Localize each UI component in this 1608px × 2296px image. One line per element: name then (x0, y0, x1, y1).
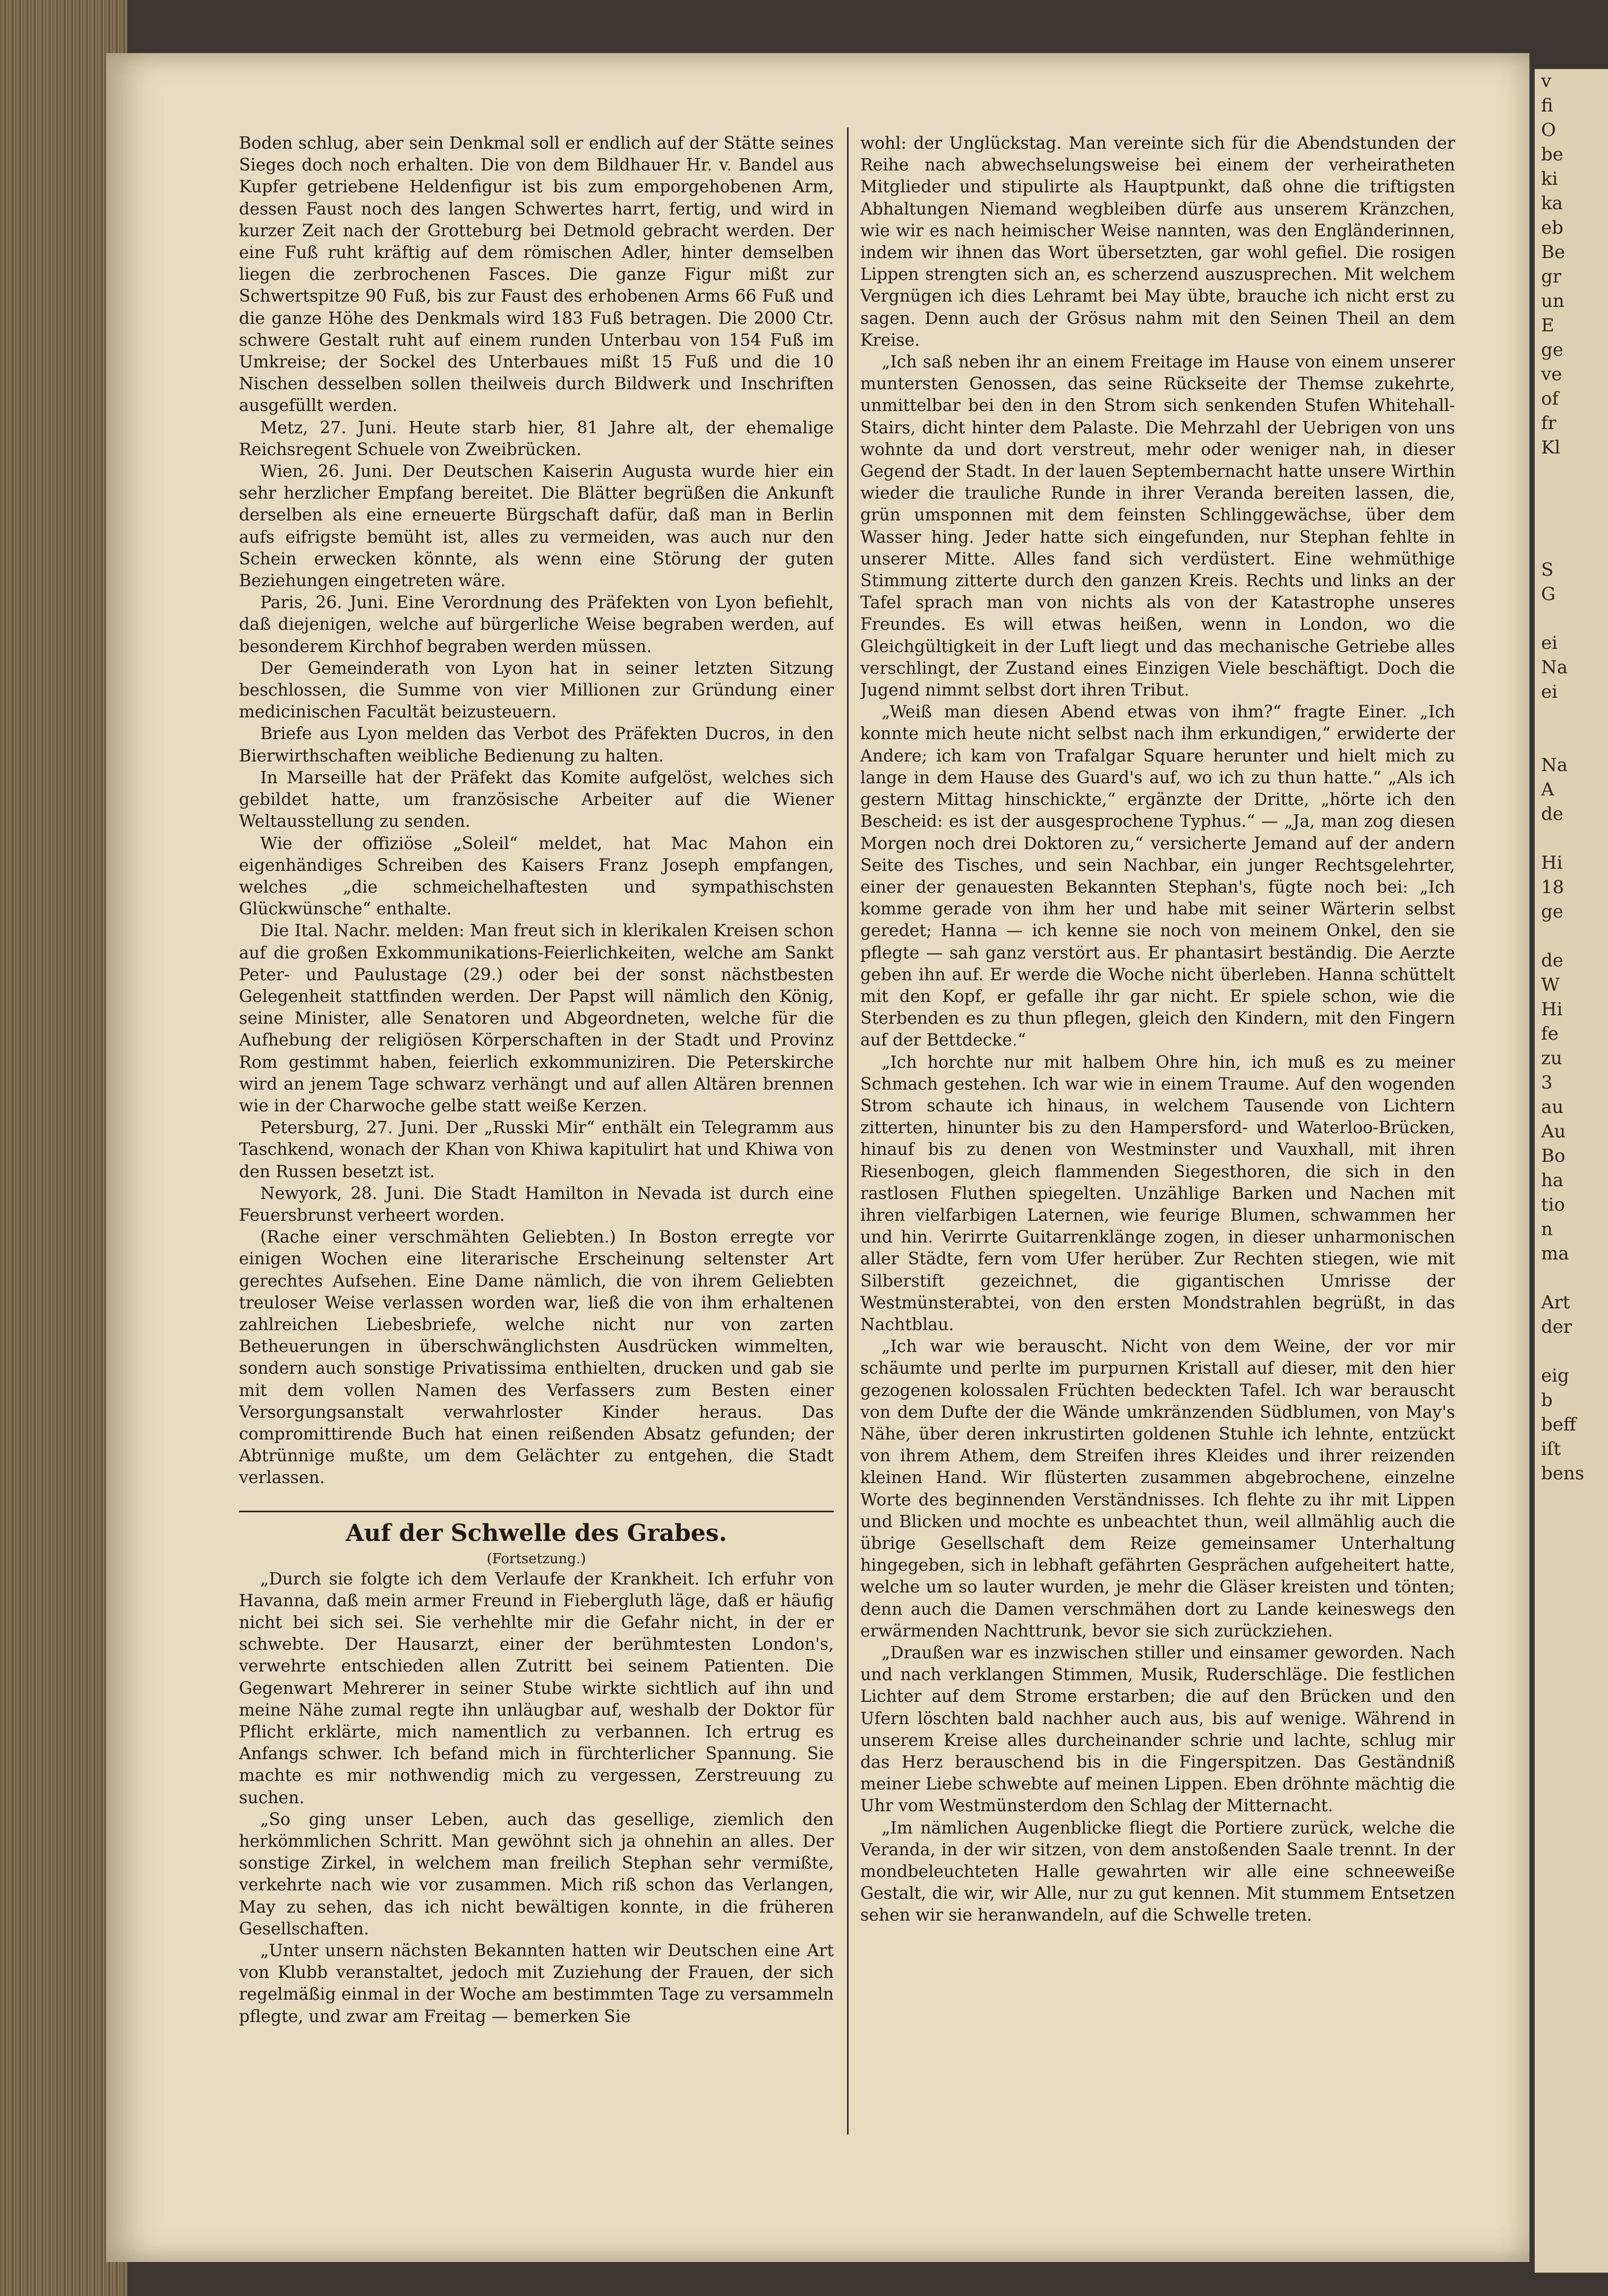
sliver-line: S (1541, 559, 1554, 580)
sliver-line: v (1541, 71, 1552, 92)
sliver-line: ei (1541, 681, 1558, 702)
paragraph: Die Ital. Nachr. melden: Man freut sich in klerikalen Kreisen schon auf die großen Exkommunikations-Feierlichkeiten, welche am Sankt Peter- und Paulustage (29.) oder bei der sonst nächstbesten Gelegenheit stattfinden werden. Der Papst will nämlich den König, seine Minister, alle Senatoren und Abgeordneten, welche für die Aufhebung der religiösen Körperschaften in der Stadt und Provinz Rom gestimmt haben, feierlich exkommuniziren. Die Peterskirche wird an jenem Tage schwarz verhängt und auf allen Altären brennen wie in der Charwoche gelbe statt weiße Kerzen. (239, 921, 834, 1116)
paragraph: „Im nämlichen Augenblicke fliegt die Portiere zurück, welche die Veranda, in der wir sitzen, von dem anstoßenden Saale trennt. In der mondbeleuchteten Halle gewahrten wir alle eine schneeweiße Gestalt, die wir, wir Alle, nur zu gut kennen. Mit stummem Entsetzen sehen wir sie heranwandeln, auf die Schwelle treten. (860, 1818, 1455, 1925)
sliver-line: n (1541, 1219, 1553, 1240)
sliver-line: eig (1541, 1365, 1569, 1386)
sliver-line (1535, 704, 1608, 729)
paragraph: Newyork, 28. Juni. Die Stadt Hamilton in Nevada ist durch eine Feuersbrunst verheert worden. (239, 1184, 834, 1225)
sliver-line: of (1541, 388, 1559, 409)
sliver-line: Art (1541, 1292, 1570, 1313)
sliver-line: 3 (1541, 1072, 1553, 1093)
sliver-line: W (1541, 974, 1560, 996)
sliver-line (1535, 924, 1608, 948)
sliver-line: ve (1541, 364, 1562, 385)
sliver-line: E (1541, 315, 1554, 336)
paragraph: „Weiß man diesen Abend etwas von ihm?“ fragte Einer. „Ich konnte mich heute nicht selbst nach ihm erkundigen,“ erwiderte der Andere; ich kam von Trafalgar Square herunter und hielt mich zu lange in dem Hause des Guard's auf, wo ich zu thun hatte.“ „Als ich gestern Mittag hinschickte,“ ergänzte der Dritte, „hörte ich den Bescheid: es ist der ausgesprochene Typhus.“ — „Ja, man zog diesen Morgen noch drei Doktoren zu,“ versicherte Jemand auf der andern Seite des Tisches, und sein Nachbar, ein junger Rechtsgelehrter, einer der genauesten Bekannten Stephan's, fügte noch bei: „Ich komme gerade von ihm her und habe mit seiner Wärterin selbst geredet; Hanna — ich kenne sie noch von meinem Onkel, den sie pflegte — sah ganz verstört aus. Er phantasirt beständig. Die Aerzte geben ihn auf. Er werde die Woche nicht überleben. Hanna schüttelt mit den Kopf, er gefalle ihr gar nicht. Er spiele schon, wie die Sterbenden es zu thun pflegen, gleich den Kindern, mit den Fingern auf der Bettdecke.“ (860, 702, 1455, 1050)
sliver-line: ei (1541, 632, 1558, 654)
paragraph: Metz, 27. Juni. Heute starb hier, 81 Jahre alt, der ehemalige Reichsregent Schuele von Zweibrücken. (239, 418, 834, 459)
paragraph: Petersburg, 27. Juni. Der „Russki Mir“ enthält ein Telegramm aus Taschkend, wonach der Khan von Khiwa kapitulirt hat und Khiwa von den Russen besetzt ist. (239, 1118, 834, 1181)
sliver-line: de (1541, 950, 1563, 971)
sliver-line: be (1541, 144, 1563, 165)
sliver-line (1535, 460, 1608, 484)
paragraph: Boden schlug, aber sein Denkmal soll er endlich auf der Stätte seines Sieges doch noch erhalten. Die von dem Bildhauer Hr. v. Bandel aus Kupfer getriebene Heldenfigur ist bis zum emporgehobenen Arm, dessen Faust noch des langen Schwertes harrt, fertig, und wird in kurzer Zeit nach der Grotteburg bei Detmold gebracht werden. Der eine Fuß ruht kräftig auf dem römischen Adler, hinter demselben liegen die zerbrochenen Fasces. Die ganze Figur mißt zur Schwertspitze 90 Fuß, bis zur Faust des erhobenen Arms 66 Fuß und die ganze Höhe des Denkmals wird 183 Fuß betragen. Die 2000 Ctr. schwere Gestalt ruht auf einem runden Unterbau von 154 Fuß im Umkreise; der Sockel des Unterbaues mißt 15 Fuß und die 10 Nischen desselben sollen theilweis durch Bildwerk und Inschriften ausgefüllt werden. (239, 134, 834, 416)
story-paragraph: „So ging unser Leben, auch das gesellige, ziemlich den herkömmlichen Schritt. Man gewöhnt sich ja ohnehin an alles. Der sonstige Zirkel, in welchem man freilich Stephan sehr vermißte, verkehrte nach wie vor zusammen. Mich riß schon das Verlangen, May zu sehen, das ich nicht bewältigen konnte, in die früheren Gesellschaften. (239, 1810, 834, 1939)
sliver-line: 18 (1541, 877, 1564, 898)
sliver-line: Be (1541, 242, 1566, 263)
paragraph: Der Gemeinderath von Lyon hat in seiner letzten Sitzung beschlossen, die Summe von vier Millionen zur Gründung einer medicinischen Facultät beizusteuern. (239, 658, 834, 722)
sliver-line: fi (1541, 95, 1553, 116)
paragraph: Briefe aus Lyon melden das Verbot des Präfekten Ducros, in den Bierwirthschaften weibliche Bedienung zu halten. (239, 724, 834, 766)
paragraph: „Ich war wie berauscht. Nicht von dem Weine, der vor mir schäumte und perlte im purpurnen Kristall auf dieser, mit den hier gezogenen kolossalen Früchten bedeckten Tafel. Ich war berauscht von dem Dufte der die Wände umkränzenden Südblumen, von May's Nähe, über deren inkrustirten goldenen Stuhle ich lehnte, entzückt von ihrem Athem, dem Streifen ihres Kleides und ihrer reizenden kleinen Hand. Wir flüsterten zusammen abgebrochene, einzelne Worte des beginnenden Verständnisses. Ich flehte zu ihr mit Lippen und Blicken und mochte es unbeachtet thun, weil allmählig auch die übrige Gesellschaft dem Reize gemeinsamer Unterhaltung hingegeben, sich in lebhaft gefährten Gesprächen aufgeheitert hatte, welche um so lauter wurden, je mehr die Gläser kreisten und tönten; denn auch die Damen verschmähen dort zu Lande keineswegs den erwärmenden Nachttrunk, bevor sie sich zurückziehen. (860, 1337, 1455, 1641)
sliver-line: Bo (1541, 1145, 1566, 1167)
sliver-line: zu (1541, 1048, 1562, 1069)
sliver-line (1535, 484, 1608, 509)
sliver-line: Na (1541, 657, 1568, 678)
sliver-line: ma (1541, 1243, 1569, 1264)
sliver-line: Na (1541, 755, 1568, 776)
right-column (860, 133, 1455, 2204)
paragraph: Wien, 26. Juni. Der Deutschen Kaiserin Augusta wurde hier ein sehr herzlicher Empfang bereitet. Die Blätter begrüßen die Ankunft derselben als eine erneuerte Bürgschaft dafür, daß man in Berlin aufs eifrigste bemüht ist, alles zu vermeiden, was auch nur den Schein erwecken könnte, als wenn eine Störung der guten Beziehungen eingetreten wäre. (239, 462, 834, 591)
sliver-line: der (1541, 1316, 1572, 1338)
sliver-line: ge (1541, 901, 1563, 922)
sliver-line: b (1541, 1390, 1553, 1411)
sliver-line: Hi (1541, 852, 1563, 873)
sliver-line: ge (1541, 339, 1563, 361)
paragraph: (Rache einer verschmähten Geliebten.) In Boston erregte vor einigen Wochen eine literarische Erscheinung seltenster Art gerechtes Aufsehen. Eine Dame nämlich, die von ihrem Geliebten treuloser Weise verlassen worden war, ließ die von ihm erhaltenen zahlreichen Liebesbriefe, welche nicht nur von zarten Betheuerungen in überschwänglichsten Ausdrücken wimmelten, sondern auch sonstige Privatissima enthielten, drucken und gab sie mit dem vollen Namen des Verfassers zum Besten einer Versorgungsanstalt verwahrloster Kinder heraus. Das compromittirende Buch hat einen reißenden Absatz gefunden; der Abtrünnige mußte, um dem Gelächter zu entgehen, die Stadt verlassen. (239, 1228, 834, 1488)
sliver-line (1535, 1339, 1608, 1364)
story-title: Auf der Schwelle des Grabes. (239, 1511, 834, 1549)
sliver-line: fr (1541, 413, 1556, 434)
story-paragraph: „Unter unsern nächsten Bekannten hatten wir Deutschen eine Art von Klubb veranstaltet, jedoch mit Zuziehung der Frauen, der sich regelmäßig einmal in der Woche am bestimmten Tage zu versammeln pflegte, und zwar am Freitag — bemerken Sie (239, 1941, 834, 2026)
sliver-line: eb (1541, 217, 1563, 238)
sliver-line: tio (1541, 1194, 1566, 1215)
sliver-line (1535, 606, 1608, 631)
sliver-line: G (1541, 584, 1556, 605)
sliver-line (1535, 1266, 1608, 1290)
sliver-line: bens (1541, 1463, 1585, 1484)
story-paragraph: „Durch sie folgte ich dem Verlaufe der Krankheit. Ich erfuhr von Havanna, daß mein armer Freund in Fiebergluth läge, daß er häufig nicht bei sich sei. Sie verhehlte mir die Gefahr nicht, in der er schwebte. Der Hausarzt, einer der berühmtesten London's, verwehrte entschieden allen Zutritt bei seinem Patienten. Die Gegenwart Mehrerer in seiner Stube wirkte sichtlich auf ihn und meine Nähe zumal regte ihn unläugbar auf, weshalb der Doktor für Pflicht erklärte, mich namentlich zu verbannen. Ich ertrug es Anfangs schwer. Ich befand mich in fürchterlicher Spannung. Sie machte es mir nothwendig mich zu vergessen, Zerstreuung zu suchen. (239, 1569, 834, 1807)
sliver-line: ki (1541, 168, 1558, 190)
paragraph: wohl: der Unglückstag. Man vereinte sich für die Abendstunden der Reihe nach abwechselungsweise bei einem der verheiratheten Mitglieder und stipulirte als Hauptpunkt, daß ohne die triftigsten Abhaltungen Niemand wegbleiben dürfe aus unserem Kränzchen, wie wir es nach heimischer Weise nannten, was den Engländerinnen, indem wir ihnen das Wort übersetzten, gar wohl gefiel. Die rosigen Lippen strengten sich an, es scherzend auszusprechen. Mit welchem Vergnügen ich dies Lehramt bei May übte, brauche ich nicht erst zu sagen. Denn auch der Grösus nahm mit den Seinen Theil an dem Kreise. (860, 134, 1455, 350)
paragraph: „Ich saß neben ihr an einem Freitage im Hause von einem unserer muntersten Genossen, das seine Rückseite der Themse zukehrte, unmittelbar bei den in den Strom sich senkenden Stufen Whitehall-Stairs, dicht hinter dem Palaste. Die Mehrzahl der Uebrigen von uns wohnte da und dort verstreut, mehr oder weniger nah, in dieser Gegend der Stadt. In der lauen Septembernacht hatte unsere Wirthin wieder die trauliche Runde in ihrer Veranda bereiten lassen, die, grün umsponnen mit dem feinsten Schlinggewächse, über dem Wasser hing. Jeder hatte sich eingefunden, nur Stephan fehlte in unserer Mitte. Alles fand sich verdüstert. Eine wehmüthige Stimmung zitterte durch den ganzen Kreis. Rechts und links an der Tafel sprach man von nichts als von der Katastrophe unseres Freundes. Es will etwas heißen, wenn in London, wo die Gleichgültigkeit in der Luft liegt und das mechanische Getriebe alles verschlingt, der Zustand eines Einzigen Viele beschäftigt. Doch die Jugend nimmt selbst dort ihren Tribut. (860, 353, 1455, 700)
paragraph: In Marseille hat der Präfekt das Komite aufgelöst, welches sich gebildet hatte, um französische Arbeiter auf die Wiener Weltausstellung zu senden. (239, 768, 834, 832)
sliver-line: gr (1541, 266, 1562, 287)
adjacent-page-edge (1535, 69, 1608, 2273)
sliver-line: O (1541, 119, 1556, 141)
sliver-line (1535, 509, 1608, 533)
paragraph: Paris, 26. Juni. Eine Verordnung des Präfekten von Lyon befiehlt, daß diejenigen, welche auf bürgerliche Weise begraben werden, auf besonderem Kirchhof begraben werden müssen. (239, 593, 834, 656)
sliver-line: ka (1541, 193, 1563, 214)
sliver-line: iſt (1541, 1438, 1561, 1460)
paragraph: Wie der offiziöse „Soleil“ meldet, hat Mac Mahon ein eigenhändiges Schreiben des Kaisers Franz Joseph empfangen, welches „die schmeichelhaftesten und sympathischsten Glückwünsche“ enthalte. (239, 834, 834, 919)
sliver-line: fe (1541, 1023, 1559, 1044)
column-rule (847, 127, 849, 2135)
paragraph: „Draußen war es inzwischen stiller und einsamer geworden. Nach und nach verklangen Stimmen, Musik, Ruderschläge. Die festlichen Lichter auf dem Strome erstarben; die auf den Brücken und den Ufern löschten bald nachher auch aus, bis auf wenige. Während in unserem Kreise alles durcheinander schrie und lachte, schlug mir das Herz berauschend bis in die Fingerspitzen. Das Geständniß meiner Liebe schwebte auf meinen Lippen. Eben dröhnte mächtig die Uhr vom Westmünsterdom den Schlag der Mitternacht. (860, 1643, 1455, 1816)
sliver-line: au (1541, 1096, 1564, 1118)
left-column (239, 133, 834, 2204)
sliver-line (1535, 729, 1608, 753)
sliver-line: ha (1541, 1170, 1564, 1191)
sliver-line (1535, 533, 1608, 558)
sliver-line: A (1541, 779, 1554, 800)
sliver-line: beff (1541, 1414, 1577, 1435)
sliver-line (1535, 826, 1608, 851)
sliver-line: Au (1541, 1121, 1566, 1142)
story-subtitle: (Fortsetzung.) (486, 1550, 586, 1567)
sliver-line: Hi (1541, 999, 1563, 1020)
sliver-line: un (1541, 290, 1564, 312)
paragraph: „Ich horchte nur mit halbem Ohre hin, ich muß es zu meiner Schmach gestehen. Ich war wie in einem Traume. Auf den wogenden Strom schaute ich hinaus, in welchem Tausende von Lichtern zitterten, hinunter bis zu den Hampersford- und Waterloo-Brücken, hinauf bis zu denen von Westminster und Vauxhall, mit ihren Riesenbogen, gleich flammenden Siegesthoren, die sich in den rastlosen Fluthen spiegelten. Unzählige Barken und Nachen mit ihren vielfarbigen Laternen, wie feurige Blumen, schwammen her und hin. Verirrte Guitarrenklänge zogen, in dieser unharmonischen aller Städte, fern vom Ufer herüber. Zur Rechten stiegen, wie mit Silberstift gezeichnet, die gigantischen Umrisse der Westmünsterabtei, von den ersten Mondstrahlen begrüßt, in das Nachtblau. (860, 1052, 1455, 1334)
sliver-line: Kl (1541, 437, 1561, 458)
sliver-line: de (1541, 803, 1563, 825)
